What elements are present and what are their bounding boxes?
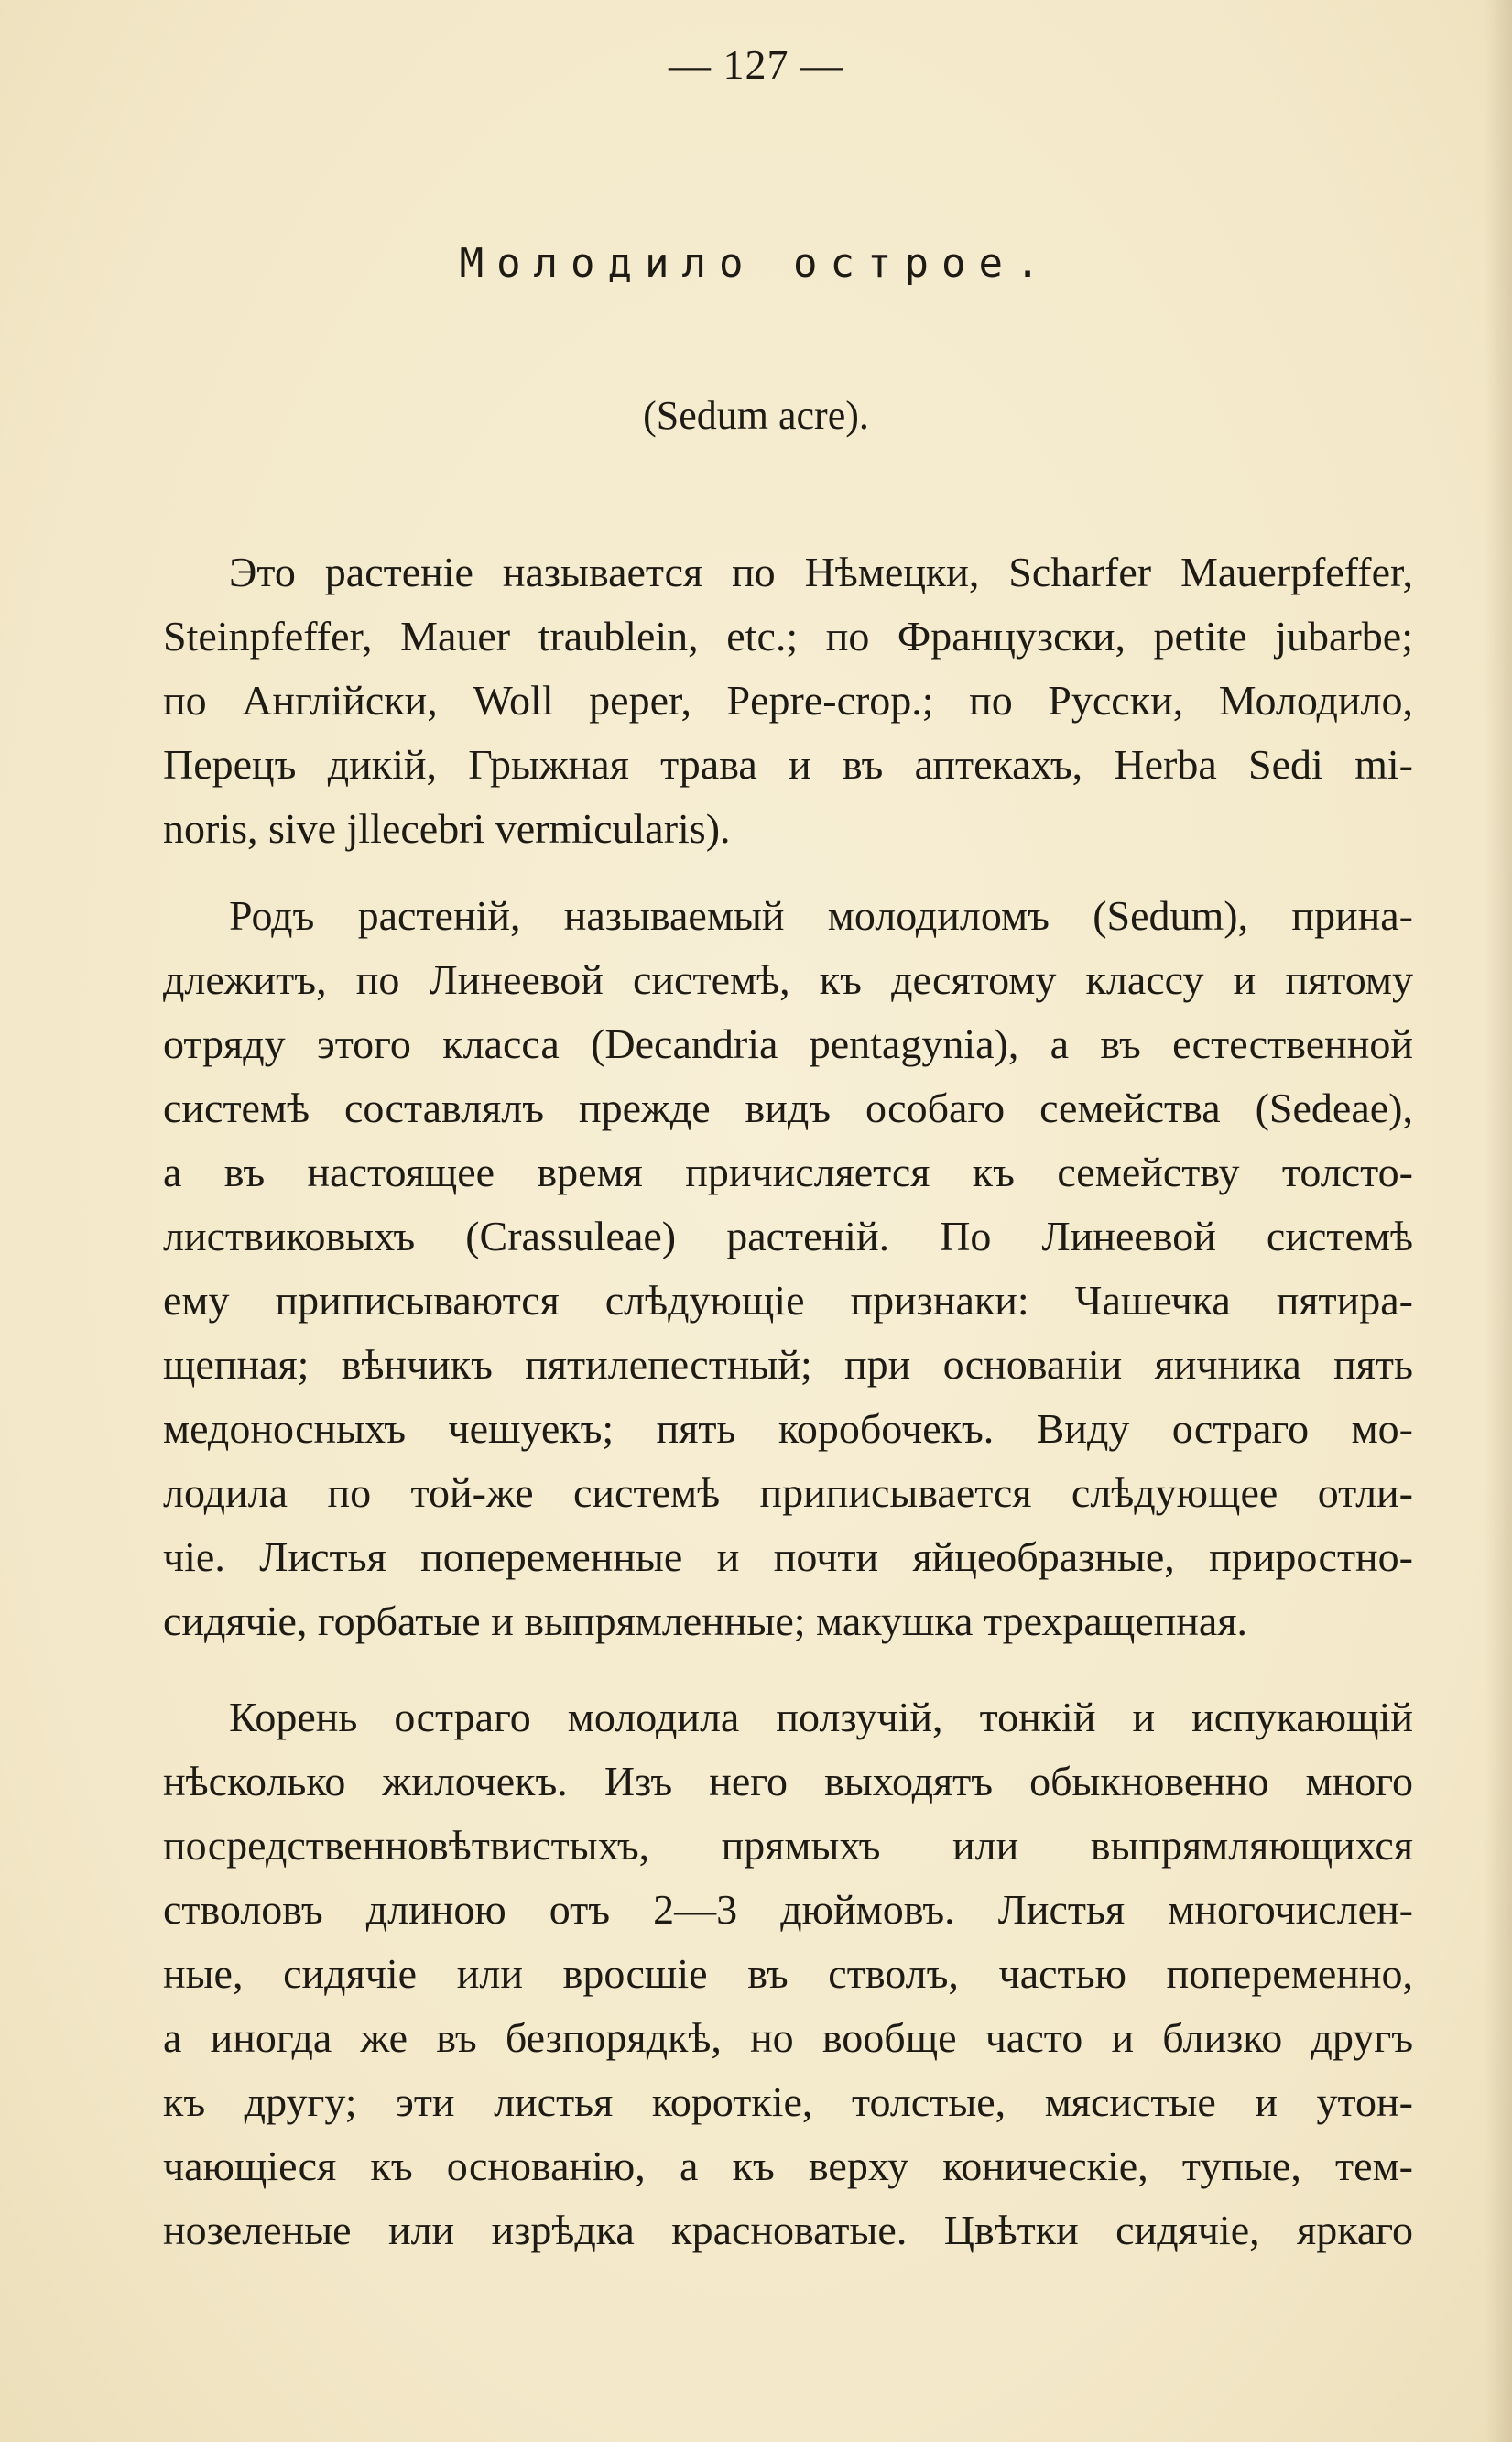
text-line: стволовъ длиною отъ 2—3 дюймовъ. Листья многочислен- [163, 1886, 1413, 1933]
page-title: Молодило острое. [459, 240, 1053, 287]
text-line: Перецъ дикій, Грыжная трава и въ аптекахъ, Herba Sedi mi- [163, 741, 1413, 788]
text-line: посредственновѣтвистыхъ, прямыхъ или выпрямляющихся [163, 1822, 1413, 1869]
text-line: сидячіе, горбатые и выпрямленные; макушка трехращепная. [163, 1597, 1247, 1644]
text-line: нозеленые или изрѣдка красноватые. Цвѣтки сидячіе, яркаго [163, 2207, 1413, 2253]
latin-name: (Sedum acre). [643, 393, 869, 438]
page-number: — 127 — [669, 41, 843, 88]
paragraph-names [163, 540, 1413, 861]
text-line: а иногда же въ безпорядкѣ, но вообще часто и близко другъ [163, 2014, 1413, 2061]
paragraph-description [163, 1685, 1413, 2262]
text-line: щепная; вѣнчикъ пятилепестный; при основаніи яичника пять [163, 1341, 1413, 1388]
text-line: листвиковыхъ (Crassuleae) растеній. По Линеевой системѣ [163, 1213, 1413, 1259]
text-line: по Англійски, Woll peper, Pepre-crop.; по Русски, Молодило, [163, 677, 1413, 724]
text-line: noris, sive jllecebri vermicularis). [163, 805, 731, 852]
text-line: а въ настоящее время причисляется къ семейству толсто- [163, 1149, 1413, 1195]
text-line: Корень остраго молодила ползучій, тонкій и испукающій [229, 1694, 1413, 1740]
page-edge-shadow [1485, 0, 1512, 2442]
text-line: длежитъ, по Линеевой системѣ, къ десятому классу и пятому [163, 956, 1413, 1003]
text-line: ему приписываются слѣдующіе признаки: Чашечка пятира- [163, 1277, 1413, 1324]
text-line: чіе. Листья попеременные и почти яйцеобразные, приростно- [163, 1533, 1413, 1580]
text-line: Родъ растеній, называемый молодиломъ (Sedum), прина- [229, 892, 1413, 939]
text-line: ные, сидячіе или вросшіе въ стволъ, частью попеременно, [163, 1950, 1413, 1997]
text-line: чающіеся къ основанію, а къ верху коническіе, тупые, тем- [163, 2142, 1413, 2189]
text-line: къ другу; эти листья короткіе, толстые, мясистые и утон- [163, 2078, 1413, 2125]
text-line: Это растеніе называется по Нѣмецки, Scharfer Mauerpfeffer, [229, 549, 1413, 595]
paragraph-classification [163, 884, 1413, 1653]
text-line: нѣсколько жилочекъ. Изъ него выходятъ обыкновенно много [163, 1758, 1413, 1804]
text-line: лодила по той-же системѣ приписывается слѣдующее отли- [163, 1469, 1413, 1516]
text-line: Steinpfeffer, Mauer traublein, etc.; по Французски, petite jubarbe; [163, 613, 1413, 660]
text-line: медоносныхъ чешуекъ; пять коробочекъ. Виду остраго мо- [163, 1405, 1413, 1452]
text-line: отряду этого класса (Decandria pentagynia), а въ естественной [163, 1020, 1413, 1067]
text-line: системѣ составлялъ прежде видъ особаго семейства (Sedeae), [163, 1085, 1413, 1131]
